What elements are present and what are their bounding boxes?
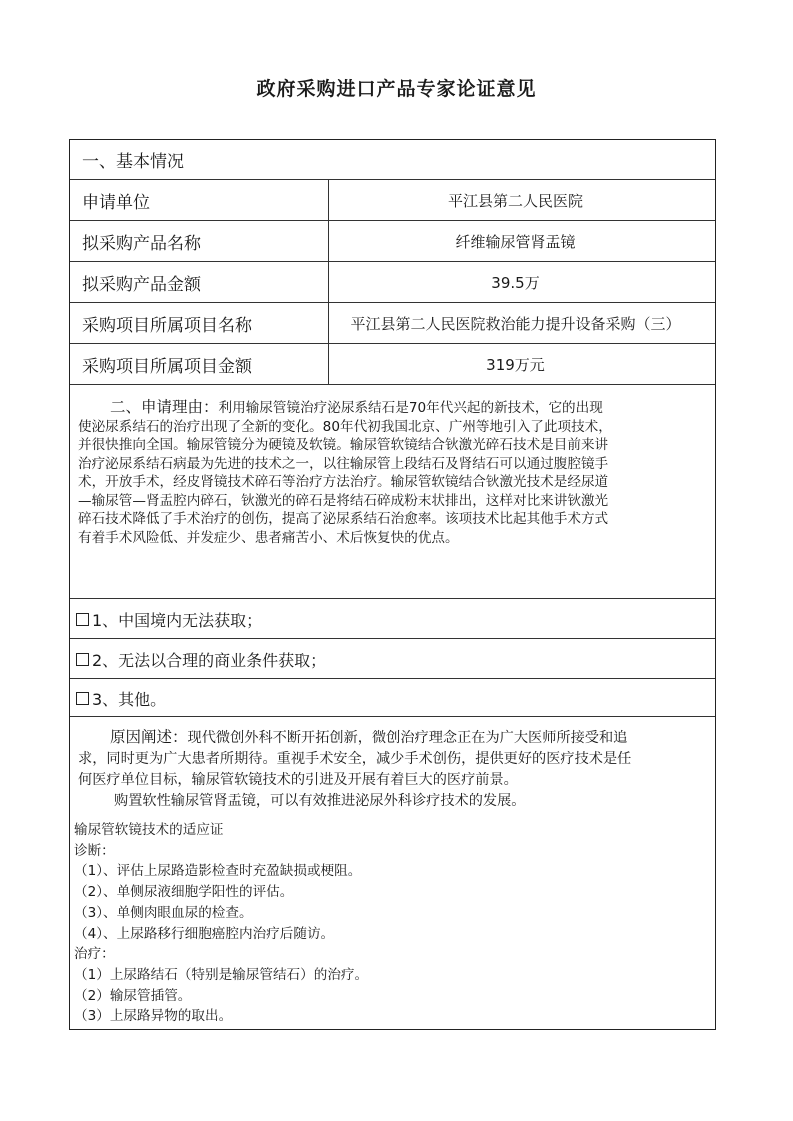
basic-info-header [70,140,715,180]
row-value: 平江县第二人民医院救治能力提升设备采购（三） [350,314,681,333]
list-item: （3）上尿路异物的取出。 [74,1008,233,1025]
row-label: 采购项目所属项目金额 [70,344,329,384]
list-item: （1）上尿路结石（特别是输尿管结石）的治疗。 [74,966,369,983]
indications-list [74,820,707,1027]
table-row [70,344,715,385]
application-reason-text [78,398,707,547]
explanation-line: 求，同时更为广大患者所期待。重视手术安全，减少手术创伤，提供更好的医疗技术是任 [78,751,632,767]
reason-line: 有着手术风险低、并发症少、患者痛苦小、术后恢复快的优点。 [78,529,459,546]
row-value: 平江县第二人民医院 [447,191,583,210]
option-label: 1、中国境内无法获取； [92,610,263,630]
list-item: （4）、上尿路移行细胞癌腔内治疗后随访。 [74,925,335,942]
table-row [70,262,715,303]
row-value: 39.5万 [491,273,540,292]
list-item: （3）、单侧肉眼血尿的检查。 [74,904,253,921]
reason-line: 术，开放手术，经皮肾镜技术碎石等治疗方法治疗。输尿管软镜结合钬激光技术是经尿道 [78,474,609,490]
explanation-line: 现代微创外科不断开拓创新，微创治疗理念正在为广大医师所接受和追 [187,730,628,746]
option-1 [70,599,715,639]
reason-line: —输尿管—肾盂腔内碎石，钬激光的碎石是将结石碎成粉末状排出，这样对比来讲钬激光 [78,492,609,509]
explanation-lead: 原因阐述： [110,728,188,746]
form-table [69,139,716,1030]
table-row [70,221,715,262]
reason-line: 使泌尿系结石的治疗出现了全新的变化。80年代初我国北京、广州等地引入了此项技术， [78,418,612,435]
application-reason-heading: 二、申请理由： [110,398,219,416]
explanation-line: 购置软性输尿管肾盂镜，可以有效推进泌尿外科诊疗技术的发展。 [114,793,526,809]
table-row [70,303,715,344]
list-item: （1）、评估上尿路造影检查时充盈缺损或梗阻。 [74,863,362,880]
list-item: （2）、单侧尿液细胞学阳性的评估。 [74,884,294,901]
option-row [70,599,715,639]
list-item: （2）输尿管插管。 [74,987,192,1004]
checkbox-icon[interactable] [76,692,89,705]
reason-line: 碎石技术降低了手术治疗的创伤，提高了泌尿系结石治愈率。该项技术比起其他手术方式 [78,511,609,527]
checkbox-icon[interactable] [76,653,89,666]
table-row [70,180,715,221]
row-label: 拟采购产品名称 [70,221,329,261]
row-label: 拟采购产品金额 [70,262,329,302]
row-value: 纤维输尿管肾盂镜 [455,232,576,251]
option-row [70,639,715,679]
option-label: 2、无法以合理的商业条件获取； [92,650,327,670]
reason-line: 并很快推向全国。输尿管镜分为硬镜及软镜。输尿管软镜结合钬激光碎石技术是目前来讲 [78,437,609,453]
application-reason-section [70,385,715,599]
indications-heading: 输尿管软镜技术的适应证 [74,822,224,838]
option-3 [70,679,715,717]
row-value: 319万元 [486,355,545,374]
diagnosis-label: 诊断： [74,842,115,859]
reason-line: 治疗泌尿系结石病最为先进的技术之一，以往输尿管上段结石及肾结石可以通过腹腔镜手 [78,455,609,472]
treatment-label: 治疗： [74,946,115,963]
row-label: 申请单位 [70,180,329,220]
basic-info-heading: 一、基本情况 [82,152,184,172]
option-label: 3、其他。 [92,689,167,709]
option-2 [70,639,715,679]
row-label: 采购项目所属项目名称 [70,303,329,343]
explanation-text [78,727,707,812]
explanation-line: 何医疗单位目标，输尿管软镜技术的引进及开展有着巨大的医疗前景。 [78,772,518,788]
option-row [70,679,715,717]
checkbox-icon[interactable] [76,613,89,626]
document-title: 政府采购进口产品专家论证意见 [256,78,537,100]
reason-line: 利用输尿管镜治疗泌尿系结石是70年代兴起的新技术，它的出现 [218,400,603,416]
